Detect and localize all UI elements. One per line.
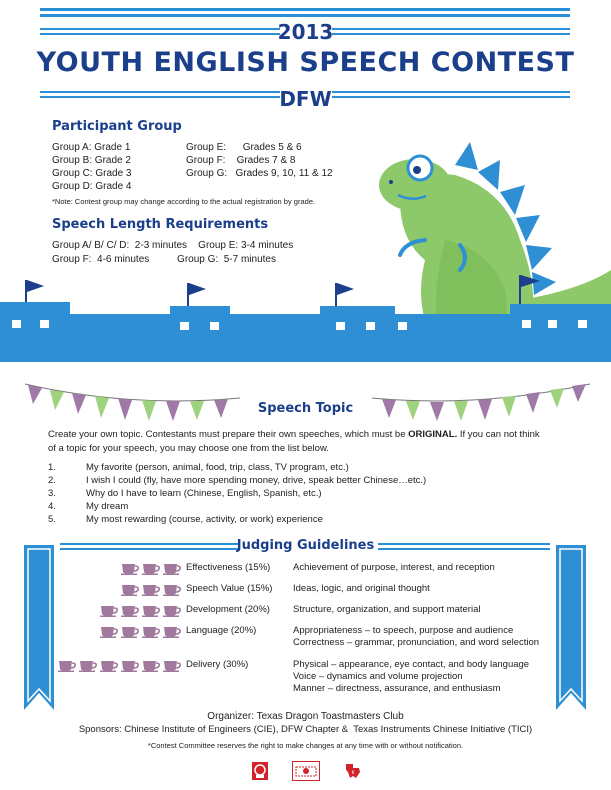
svg-text:ti: ti (351, 770, 355, 776)
ribbon-banner-left (24, 545, 54, 710)
teacup-icon (142, 583, 160, 601)
header-subtitle: DFW (279, 87, 332, 111)
teacup-icon (163, 659, 181, 677)
footer-organizer: Organizer: Texas Dragon Toastmasters Club (207, 711, 404, 722)
list-item-text: I wish I could (fly, have more spending money, drive, speak better Chinese…etc.) (86, 475, 427, 486)
teacup-icon (142, 625, 160, 643)
group-left-d: Group D: Grade 4 (52, 181, 132, 192)
judging-description-line: Structure, organization, and support material (293, 604, 481, 615)
judging-label: Development (20%) (186, 604, 270, 615)
header-year: 2013 (277, 20, 334, 44)
ribbon-banner-right (556, 545, 586, 710)
teacup-icon (142, 562, 160, 580)
list-item-text: Why do I have to learn (Chinese, English, Spanish, etc.) (86, 488, 322, 499)
judging-label: Effectiveness (15%) (186, 562, 271, 573)
group-left-c: Group C: Grade 3 (52, 168, 132, 179)
list-item-number: 1. (48, 462, 56, 473)
teacup-icon (163, 583, 181, 601)
speech-topic-intro-bold: ORIGINAL. (408, 429, 458, 440)
judging-description-line: Physical – appearance, eye contact, and body language (293, 659, 530, 670)
judging-label: Speech Value (15%) (186, 583, 273, 594)
speech-length-title: Speech Length Requirements (52, 217, 269, 232)
flag-icon-2 (188, 283, 206, 308)
footer-sponsors: Sponsors: Chinese Institute of Engineers (CIE), DFW Chapter & Texas Instruments Chinese Initiative (TICI) (78, 724, 533, 735)
speech-topic-title: Speech Topic (257, 401, 354, 416)
speech-topic-intro-after: If you can not think (457, 429, 540, 440)
footer-disclaimer: *Contest Committee reserves the right to make changes at any time with or without notification. (147, 741, 464, 750)
castle-wall (0, 302, 611, 362)
group-right-f: Group F: Grades 7 & 8 (186, 155, 296, 166)
judging-description-line: Correctness – grammar, pronunciation, and word selection (293, 637, 540, 648)
participant-group-title: Participant Group (52, 119, 182, 134)
speech-length-line1: Group A/ B/ C/ D: 2-3 minutes Group E: 3-4 minutes (52, 240, 294, 251)
group-left-a: Group A: Grade 1 (52, 142, 131, 153)
toastmasters-logo (252, 762, 268, 780)
judging-description-line: Voice – dynamics and volume projection (293, 671, 463, 682)
judging-description-line: Ideas, logic, and original thought (293, 583, 430, 594)
judging-description (293, 583, 430, 595)
cup-rating (58, 659, 181, 677)
ti-logo (344, 762, 362, 780)
judging-label: Delivery (30%) (186, 659, 249, 670)
judging-title: Judging Guidelines (236, 538, 375, 553)
flag-icon-1 (26, 280, 44, 305)
teacup-icon (121, 604, 139, 622)
judging-label: Language (20%) (186, 625, 257, 636)
group-right-g: Group G: Grades 9, 10, 11 & 12 (186, 168, 333, 179)
list-item-text: My most rewarding (course, activity, or work) experience (86, 514, 323, 525)
group-left-b: Group B: Grade 2 (52, 155, 131, 166)
teacup-icon (142, 604, 160, 622)
teacup-icon (121, 659, 139, 677)
speech-topic-intro-line2: of a topic for your speech, you may choose one from the list below. (48, 443, 329, 454)
group-right-e: Group E: Grades 5 & 6 (186, 142, 302, 153)
teacup-icon (163, 604, 181, 622)
teacup-icon (100, 604, 118, 622)
teacup-icon (79, 659, 97, 677)
teacup-icon (121, 583, 139, 601)
teacup-icon (100, 625, 118, 643)
speech-topic-intro-before: Create your own topic. Contestants must prepare their own speeches, which must be (48, 429, 409, 440)
header-title: YOUTH ENGLISH SPEECH CONTEST (36, 47, 575, 78)
judging-description (293, 604, 480, 616)
teacup-icon (100, 659, 118, 677)
teacup-icon (142, 659, 160, 677)
list-item-text: My dream (86, 501, 129, 512)
teacup-icon (121, 625, 139, 643)
speech-topic-intro (48, 429, 540, 440)
header-rule-top-2 (40, 14, 570, 17)
judging-description-line: Manner – directness, assurance, and enthusiasm (293, 683, 501, 694)
cup-rating (121, 583, 181, 601)
judging-description (293, 625, 539, 649)
cup-rating (121, 562, 181, 580)
teacup-icon (58, 659, 76, 677)
list-item-number: 5. (48, 514, 56, 525)
flag-icon-3 (336, 283, 354, 308)
list-item-number: 3. (48, 488, 56, 499)
teacup-icon (163, 625, 181, 643)
judging-description-line: Achievement of purpose, interest, and reception (293, 562, 495, 573)
castle-scene (0, 130, 611, 370)
list-item-number: 2. (48, 475, 56, 486)
list-item-text: My favorite (person, animal, food, trip, class, TV program, etc.) (86, 462, 349, 473)
group-note: *Note: Contest group may change according to the actual registration by grade. (52, 197, 316, 206)
header-rule-top-1 (40, 8, 570, 11)
cie-logo (292, 761, 320, 781)
teacup-icon (163, 562, 181, 580)
list-item-number: 4. (48, 501, 56, 512)
judging-description-line: Appropriateness – to speech, purpose and audience (293, 625, 514, 636)
judging-description (293, 562, 495, 574)
teacup-icon (121, 562, 139, 580)
speech-length-line2: Group F: 4-6 minutes Group G: 5-7 minutes (52, 254, 276, 265)
judging-description (293, 659, 529, 695)
cup-rating (100, 625, 181, 643)
cup-rating (100, 604, 181, 622)
